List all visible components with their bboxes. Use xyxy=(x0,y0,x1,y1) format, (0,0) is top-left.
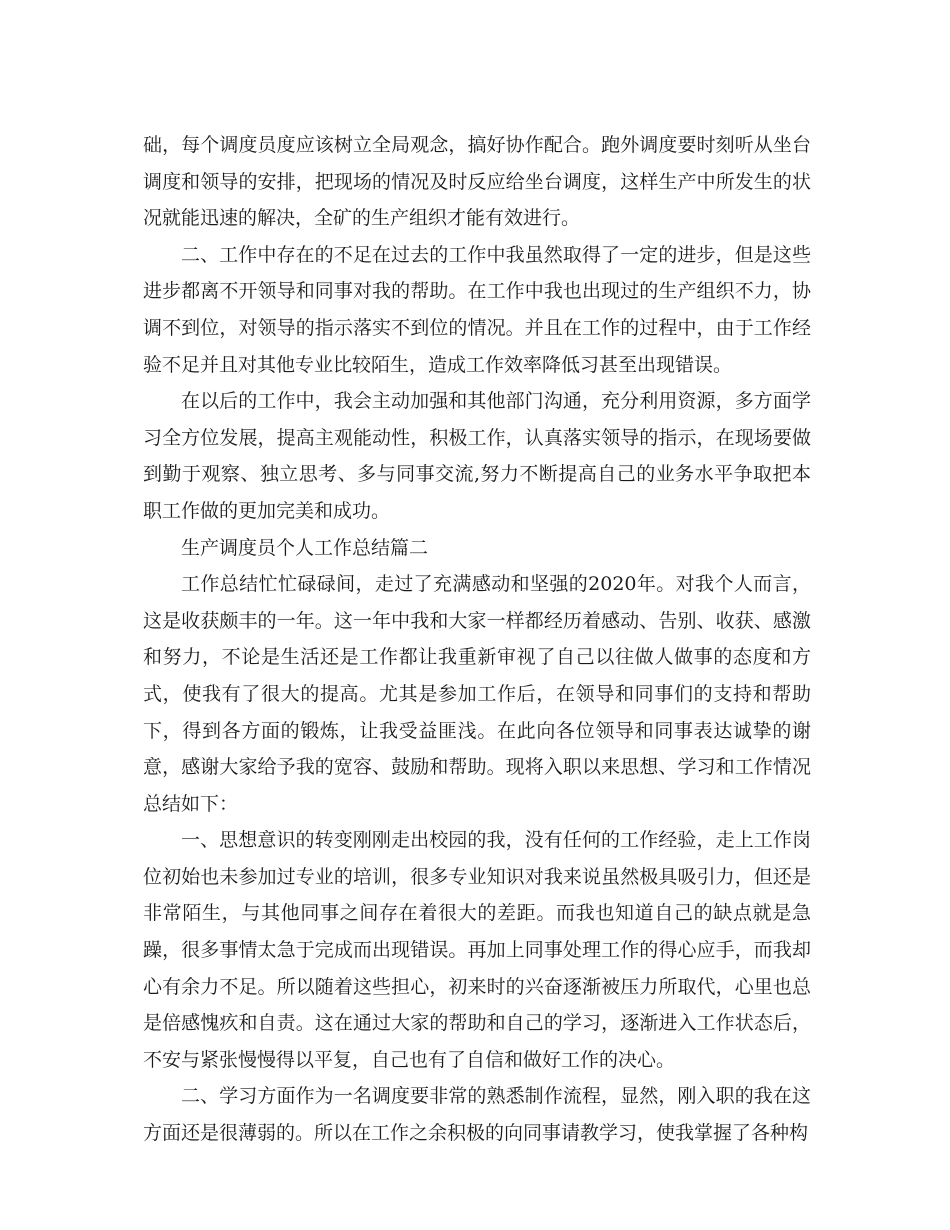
document-body xyxy=(143,127,811,1152)
paragraph-7: 二、学习方面作为一名调度要非常的熟悉制作流程，显然，刚入职的我在这方面还是很薄弱的。所以在工作之余积极的向同事请教学习，使我掌握了各种构 xyxy=(143,1085,811,1145)
section-heading: 生产调度员个人工作总结篇二 xyxy=(181,536,429,559)
paragraph-3: 在以后的工作中，我会主动加强和其他部门沟通，充分利用资源，多方面学习全方位发展，提高主观能动性，积极工作，认真落实领导的指示，在现场要做到勤于观察、独立思考、多与同事交流,努力不断提高自己的业务水平争取把本职工作做的更加完美和成功。 xyxy=(143,390,811,522)
paragraph-5: 工作总结忙忙碌碌间，走过了充满感动和坚强的2020年。对我个人而言，这是收获颇丰的一年。这一年中我和大家一样都经历着感动、告别、收获、感激和努力，不论是生活还是工作都让我重新审视了自己以往做人做事的态度和方式，使我有了很大的提高。尤其是参加工作后，在领导和同事们的支持和帮助下，得到各方面的锻炼，让我受益匪浅。在此向各位领导和同事表达诚挚的谢意，感谢大家给予我的宽容、鼓励和帮助。现将入职以来思想、学习和工作情况总结如下： xyxy=(143,573,811,815)
paragraph-1: 础，每个调度员度应该树立全局观念，搞好协作配合。跑外调度要时刻听从坐台调度和领导的安排，把现场的情况及时反应给坐台调度，这样生产中所发生的状况就能迅速的解决，全矿的生产组织才能有效进行。 xyxy=(143,134,811,230)
paragraph-2: 二、工作中存在的不足在过去的工作中我虽然取得了一定的进步，但是这些进步都离不开领导和同事对我的帮助。在工作中我也出现过的生产组织不力，协调不到位，对领导的指示落实不到位的情况。并且在工作的过程中，由于工作经验不足并且对其他专业比较陌生，造成工作效率降低习甚至出现错误。 xyxy=(143,243,811,376)
paragraph-6: 一、思想意识的转变刚刚走出校园的我，没有任何的工作经验，走上工作岗位初始也未参加过专业的培训，很多专业知识对我来说虽然极具吸引力，但还是非常陌生，与其他同事之间存在着很大的差距。而我也知道自己的缺点就是急躁，很多事情太急于完成而出现错误。再加上同事处理工作的得心应手，而我却心有余力不足。所以随着这些担心，初来时的兴奋逐渐被压力所取代，心里也总是倍感愧疚和自责。这在通过大家的帮助和自己的学习，逐渐进入工作状态后，不安与紧张慢慢得以平复，自己也有了自信和做好工作的决心。 xyxy=(143,829,811,1071)
